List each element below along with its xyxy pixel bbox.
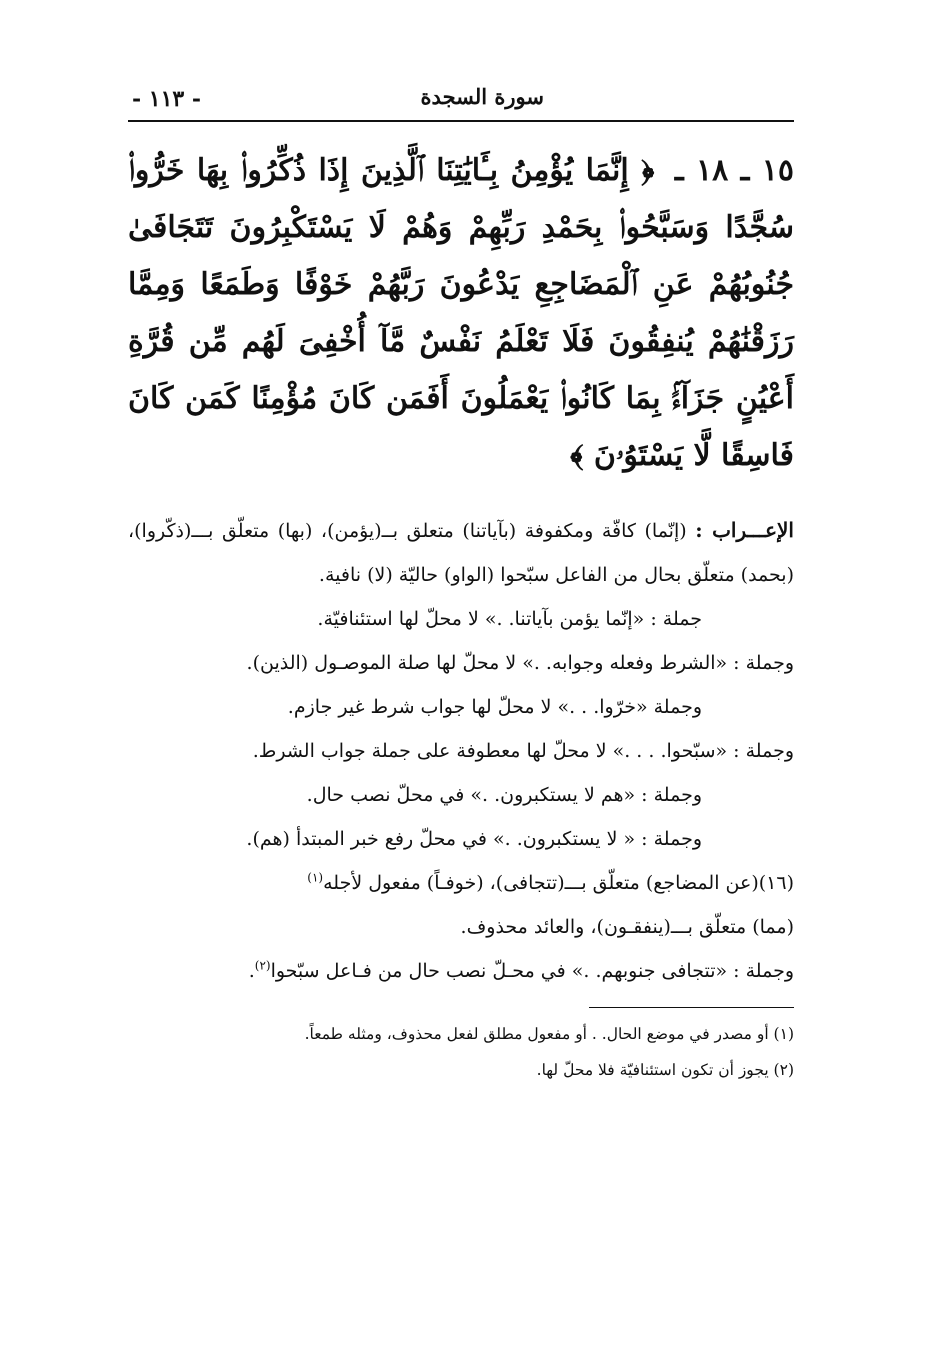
footnote-ref-2: (٢) (254, 958, 271, 973)
verse-16-continuation: (مما) متعلّق بـــ(ينفقـون)، والعائد محذوف. (460, 916, 794, 938)
page-number: - ١١٣ - (132, 86, 202, 112)
surah-title: سورة السجدة (420, 84, 544, 109)
grammatical-analysis (128, 508, 794, 993)
sentence-analysis-2: وجملة : «الشرط وفعله وجوابه. .» لا محلّ لها صلة الموصـول (الذين). (246, 652, 794, 674)
footnote-2: (٢) يجوز أن تكون استئنافيّة فلا محلّ لها. (536, 1061, 794, 1079)
sentence-analysis-5: وجملة : «هم لا يستكبرون. .» في محلّ نصب حال. (306, 784, 702, 806)
sentence-analysis-6: وجملة : « لا يستكبرون. .» في محلّ رفع خبر المبتدأ (هم). (246, 828, 702, 850)
sentence-analysis-1: جملة : «إنّما يؤمن بآياتنا. .» لا محلّ لها استئنافيّة. (317, 608, 702, 630)
footnote-1: (١) أو مصدر في موضع الحال. . أو مفعول مطلق لفعل محذوف، ومثله طمعاً. (304, 1025, 794, 1043)
verse-16-analysis (128, 861, 794, 949)
verse-16-text: (١٦)(عن المضاجع) متعلّق بـــ(تتجافى)، (خوفـاً) مفعول لأجله (323, 872, 794, 894)
footnote-divider (589, 1007, 794, 1008)
footnote-ref-1: (١) (307, 870, 324, 885)
sentence-analysis-7-text: وجملة : «تتجافى جنوبهم. .» في محـلّ نصب حال من فـاعل سبّحوا (270, 960, 794, 982)
footnotes (128, 1016, 794, 1088)
sentence-analysis-7-end: . (248, 960, 255, 982)
verse-text: ﴿ إِنَّمَا يُؤْمِنُ بِـَٔايَٰتِنَا ٱلَّذِينَ إِذَا ذُكِّرُوا۟ بِهَا خَرُّوا۟ سُجَّدًا وَسَبَّحُوا۟ بِحَمْدِ رَبِّهِمْ وَهُمْ لَا يَسْتَكْبِرُونَ تَتَجَافَىٰ جُنُوبُهُمْ عَنِ ٱلْمَضَاجِعِ يَدْعُونَ رَبَّهُمْ خَوْفًا وَطَمَعًا وَمِمَّا رَزَقْنَٰهُمْ يُنفِقُونَ فَلَا تَعْلَمُ نَفْسٌ مَّآ أُخْفِىَ لَهُم مِّن قُرَّةِ أَعْيُنٍ جَزَآءًۢ بِمَا كَانُوا۟ يَعْمَلُونَ أَفَمَن كَانَ مُؤْمِنًا كَمَن كَانَ فَاسِقًا لَّا يَسْتَوُۥنَ ﴾ (128, 153, 794, 473)
verse-numbers: ١٥ ـ ١٨ ـ (674, 153, 794, 188)
irab-label: الإعـــراب : (695, 518, 794, 542)
page-header (128, 72, 794, 122)
book-page (128, 72, 794, 1088)
sentence-analysis-7 (128, 949, 794, 993)
sentence-analysis-3: وجملة «خرّوا. . .» لا محلّ لها جواب شرط غير جازم. (287, 696, 702, 718)
quran-verse (128, 142, 794, 484)
sentence-analysis-4: وجملة : «سبّحوا. . . .» لا محلّ لها معطوفة على جملة جواب الشرط. (252, 740, 794, 762)
irab-paragraph (128, 508, 794, 597)
irab-text: (إنّما) كافّة ومكفوفة (بآياتنا) متعلق بــ(يؤمن)، (بها) متعلّق بـــ(ذكّروا)، (بحمد) متعلّق بحال من الفاعل سبّحوا (الواو) حاليّة (لا) نافية. (128, 520, 794, 586)
